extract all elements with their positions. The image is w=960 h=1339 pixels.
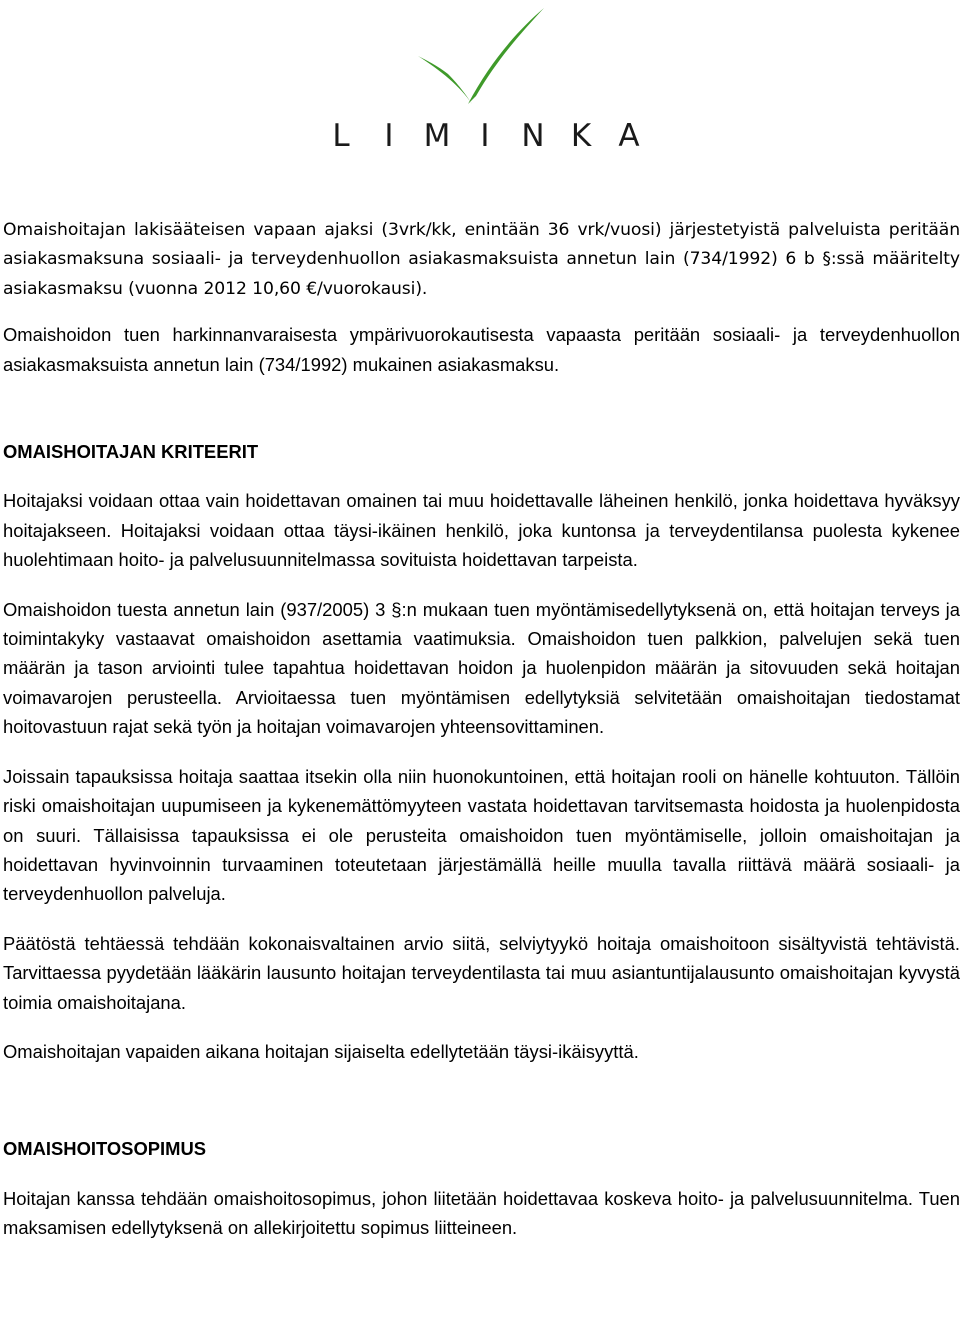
leaf-logo-icon <box>322 0 648 118</box>
paragraph-law-requirements: Omaishoidon tuesta annetun lain (937/2005) 3 §:n mukaan tuen myöntämisedellytyksenä on, että hoitajan terveys ja toimintakyky vastaavat omaishoidon asettamia vaatimuksia. Omaishoidon tuen palkkion, palvelujen sekä tuen määrän ja tason arviointi tulee tapahtua hoidettavan hoidon ja huolenpidon määrän ja sitovuuden sekä hoitajan voimavarojen perusteella. Arvioitaessa tuen myöntämisen edellytyksiä selvitetään omaishoitajan tiedostamat hoitovastuun rajat sekä työn ja hoitajan voimavarojen yhteensovittaminen. <box>3 598 960 738</box>
logo-letter: M <box>423 118 451 154</box>
paragraph-decision-assessment: Päätöstä tehtäessä tehdään kokonaisvaltainen arvio siitä, selviytyykö hoitaja omaishoitoon sisältyvistä tehtävistä. Tarvittaessa pyydetään lääkärin lausunto hoitajan terveydentilasta tai muu asiantuntijalausunto omaishoitajan kyvystä toimia omaishoitajana. <box>3 932 960 1013</box>
paragraph-support-fee: Omaishoidon tuen harkinnanvaraisesta ympärivuorokautisesta vapaasta peritään sosiaali- ja terveydenhuollon asiakasmaksuista annetun lain (734/1992) mukainen asiakasmaksu. <box>3 324 960 375</box>
paragraph-caregiver-eligibility: Hoitajaksi voidaan ottaa vain hoidettavan omainen tai muu hoidettavalle läheinen henkilö, jonka hoidettava hyväksyy hoitajakseen. Hoitajaksi voidaan ottaa täysi-ikäinen henkilö, joka kuntonsa ja terveydentilansa puolesta kykenee huolehtimaan hoito- ja palvelusuunnitelmassa sovituista hoidettavan tarpeista. <box>3 490 960 571</box>
paragraph-unfit-caregiver: Joissain tapauksissa hoitaja saattaa itsekin olla niin huonokuntoinen, että hoitajan rooli on hänelle kohtuuton. Tällöin riski omaishoitajan uupumiseen ja kykenemättömyyteen vastata hoidettavan tarvitsemasta hoidosta ja huolenpidosta on suuri. Tällaisissa tapauksissa ei ole perusteita omaishoidon tuen myöntämiselle, jolloin omaishoitajan ja hoidettavan hyvinvoinnin turvaaminen toteutetaan järjestämällä heille muulla tavalla riittävä määrä sosiaali- ja terveydenhuollon palveluja. <box>3 765 960 905</box>
paragraph-substitute-age: Omaishoitajan vapaiden aikana hoitajan sijaiselta edellytetään täysi-ikäisyyttä. <box>3 1040 639 1062</box>
logo-letter: K <box>570 118 592 154</box>
liminka-logo <box>322 0 648 160</box>
logo-letter: I <box>480 118 490 154</box>
logo-letter: L <box>332 118 350 154</box>
heading-criteria: OMAISHOITAJAN KRITEERIT <box>3 441 259 463</box>
logo-letter: A <box>618 118 640 154</box>
paragraph-agreement: Hoitajan kanssa tehdään omaishoitosopimus, johon liitetään hoidettavaa koskeva hoito- ja palvelusuunnitelma. Tuen maksamisen edellytyksenä on allekirjoitettu sopimus liitteineen. <box>3 1187 960 1239</box>
logo-wordmark <box>322 118 648 154</box>
logo-letter: I <box>384 118 394 154</box>
paragraph-respite-fee: Omaishoitajan lakisääteisen vapaan ajaksi (3vrk/kk, enintään 36 vrk/vuosi) järjestetyistä palveluista peritään asiakasmaksuna sosiaali- ja terveydenhuollon asiakasmaksuista annetun lain (734/1992) 6 b §:ssä määritelty asiakasmaksu (vuonna 2012 10,60 €/vuorokausi). <box>3 220 960 299</box>
document-body <box>3 216 960 1243</box>
logo-letter: N <box>521 118 545 154</box>
heading-agreement: OMAISHOITOSOPIMUS <box>3 1138 206 1160</box>
